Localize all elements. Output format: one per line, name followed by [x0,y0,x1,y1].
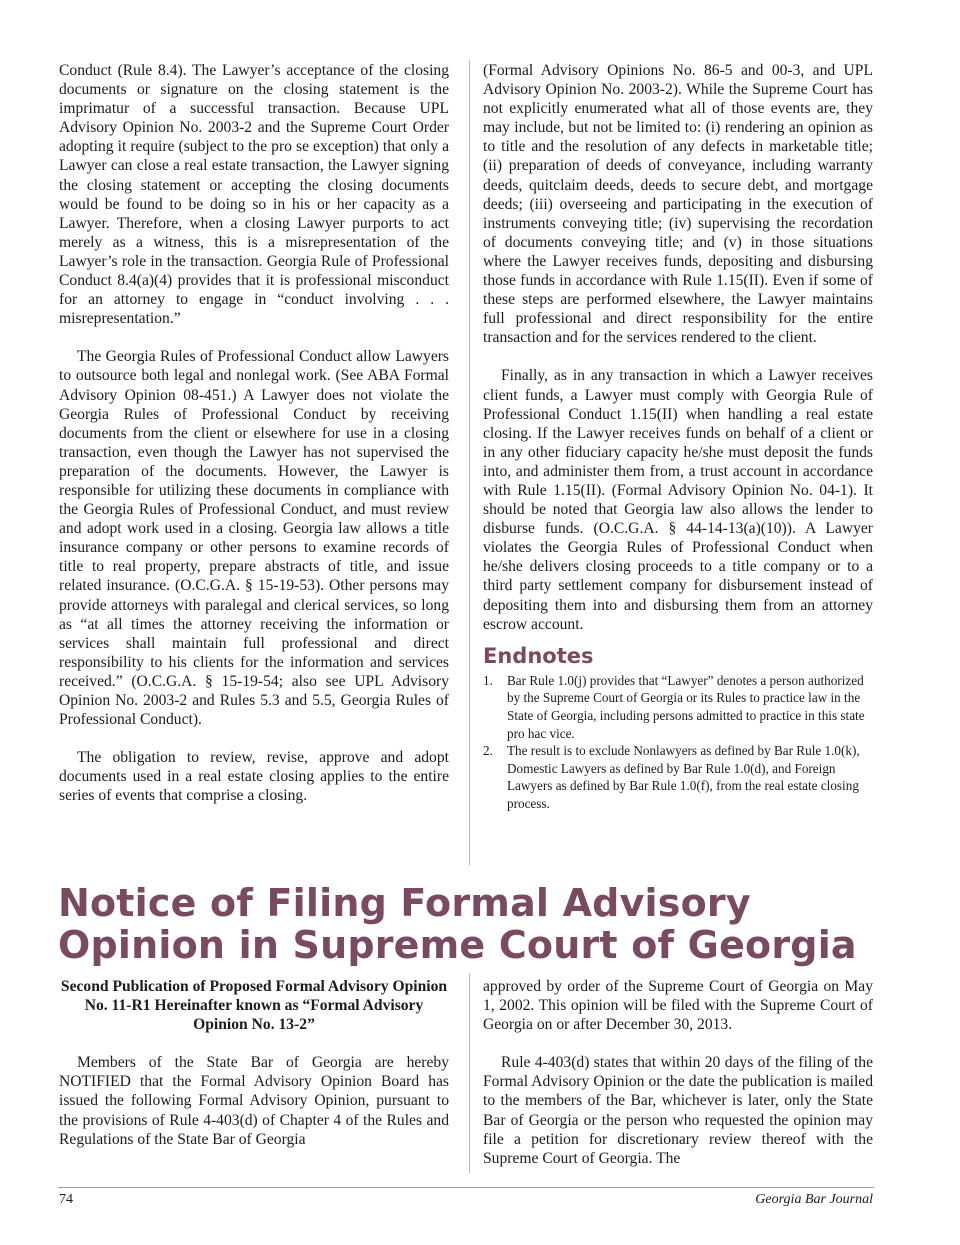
article-column-right-bottom [483,977,873,1168]
body-paragraph: The obligation to review, revise, approve and adopt documents used in a real estate closing applies to the entire series of events that comprise a closing. [59,749,449,805]
column-divider-bottom [469,973,470,1173]
footer-divider [58,1187,874,1188]
article-headline: Notice of Filing Formal Advisory Opinion in Supreme Court of Georgia [58,881,857,967]
journal-name: Georgia Bar Journal [755,1192,873,1207]
body-paragraph: approved by order of the Supreme Court of Georgia on May 1, 2002. This opinion will be filed with the Supreme Court of Georgia on or after December 30, 2013. [483,978,873,1034]
body-paragraph: The Georgia Rules of Professional Conduct allow Lawyers to outsource both legal and nonlegal work. (See ABA Formal Advisory Opinion 08-451.) A Lawyer does not violate the Georgia Rules of Professional Conduct by receiving documents from the client or elsewhere for use in a closing transaction, even though the Lawyer has not supervised the preparation of the documents. However, the Lawyer is responsible for utilizing these documents in compliance with the Georgia Rules of Professional Conduct, and must review and adopt work used in a closing. Georgia law allows a title insurance company or other persons to examine records of title to real property, prepare abstracts of title, and issue related insurance. (O.C.G.A. § 15-19-53). Other persons may provide attorneys with paralegal and clerical services, so long as “at all times the attorney receiving the information or services shall maintain full professional and direct responsibility to his clients for the information and services received.” (O.C.G.A. § 15-19-54; also see UPL Advisory Opinion No. 2003-2 and Rules 5.3 and 5.5, Georgia Rules of Professional Conduct). [59,348,449,729]
body-paragraph: Rule 4-403(d) states that within 20 days of the filing of the Formal Advisory Opinion or the date the publication is mailed to the members of the Bar, whichever is later, only the State Bar of Georgia or the person who requested the opinion may file a petition for discretionary review thereof with the Supreme Court of Georgia. The [483,1054,873,1167]
endnote-text: Bar Rule 1.0(j) provides that “Lawyer” denotes a person authorized by the Supreme Court of Georgia or its Rules to practice law in the State of Georgia, including persons admitted to practice in this state pro hac vice. [507,672,865,741]
body-paragraph: (Formal Advisory Opinions No. 86-5 and 00-3, and UPL Advisory Opinion No. 2003-2). While the Supreme Court has not explicitly enumerated what all of those events are, they may include, but not be limited to: (i) rendering an opinion as to title and the resolution of any defects in marketable title; (ii) preparation of deeds of conveyance, including warranty deeds, quitclaim deeds, deeds to secure debt, and mortgage deeds; (iii) overseeing and participating in the execution of instruments conveying title; (iv) supervising the recordation of documents conveying title; and (v) in those situations where the Lawyer receives funds, depositing and disbursing those funds in accordance with Rule 1.15(II). Even if some of these steps are performed elsewhere, the Lawyer maintains full professional and direct responsibility for the entire transaction and for the services rendered to the client. [483,62,873,347]
endnotes-list [483,672,873,813]
endnote-item [483,672,873,742]
body-paragraph: Conduct (Rule 8.4). The Lawyer’s acceptance of the closing documents or signature on the closing statement is the imprimatur of a successful transaction. Because UPL Advisory Opinion No. 2003-2 and the Supreme Court Order adopting it require (subject to the pro se exception) that only a Lawyer can close a real estate transaction, the Lawyer signing the closing statement or accepting the closing documents would be found to be doing so in his or her capacity as a Lawyer. Therefore, when a closing Lawyer purports to act merely as a witness, this is a misrepresentation of the Lawyer’s role in the transaction. Georgia Rule of Professional Conduct 8.4(a)(4) provides that it is professional misconduct for an attorney to engage in “conduct involving . . . misrepresentation.” [59,62,449,328]
article-column-left-top [59,61,449,805]
endnote-text: The result is to exclude Nonlawyers as defined by Bar Rule 1.0(k), Domestic Lawyers as defined by Bar Rule 1.0(d), and Foreign Lawyers as defined by Bar Rule 1.0(f), from the real estate closing process. [507,743,860,811]
endnote-item [483,742,873,812]
article-column-right-top [483,61,873,812]
endnote-number: 1. [483,672,493,688]
body-paragraph: Members of the State Bar of Georgia are hereby NOTIFIED that the Formal Advisory Opinion Board has issued the following Formal Advisory Opinion, pursuant to the provisions of Rule 4-403(d) of Chapter 4 of the Rules and Regulations of the State Bar of Georgia [59,1054,449,1148]
endnote-number: 2. [483,743,493,759]
page-number: 74 [59,1192,73,1207]
column-divider-top [469,60,470,865]
article-column-left-bottom [59,977,449,1149]
article-subhead: Second Publication of Proposed Formal Advisory Opinion No. 11-R1 Hereinafter known as “Formal Advisory Opinion No. 13-2” [60,978,448,1034]
endnotes-heading: Endnotes [483,643,594,668]
body-paragraph: Finally, as in any transaction in which a Lawyer receives client funds, a Lawyer must comply with Georgia Rule of Professional Conduct 1.15(II) when handling a real estate closing. If the Lawyer receives funds on behalf of a client or in any other fiduciary capacity he/she must deposit the funds into, and administer them from, a trust account in accordance with Rule 1.15(II). (Formal Advisory Opinion No. 04-1). It should be noted that Georgia law also allows the lender to disburse funds. (O.C.G.A. § 44-14-13(a)(10)). A Lawyer violates the Georgia Rules of Professional Conduct when he/she delivers closing proceeds to a title company or to a third party settlement company for disbursement instead of depositing them into and disbursing them from an attorney escrow account. [483,367,873,633]
